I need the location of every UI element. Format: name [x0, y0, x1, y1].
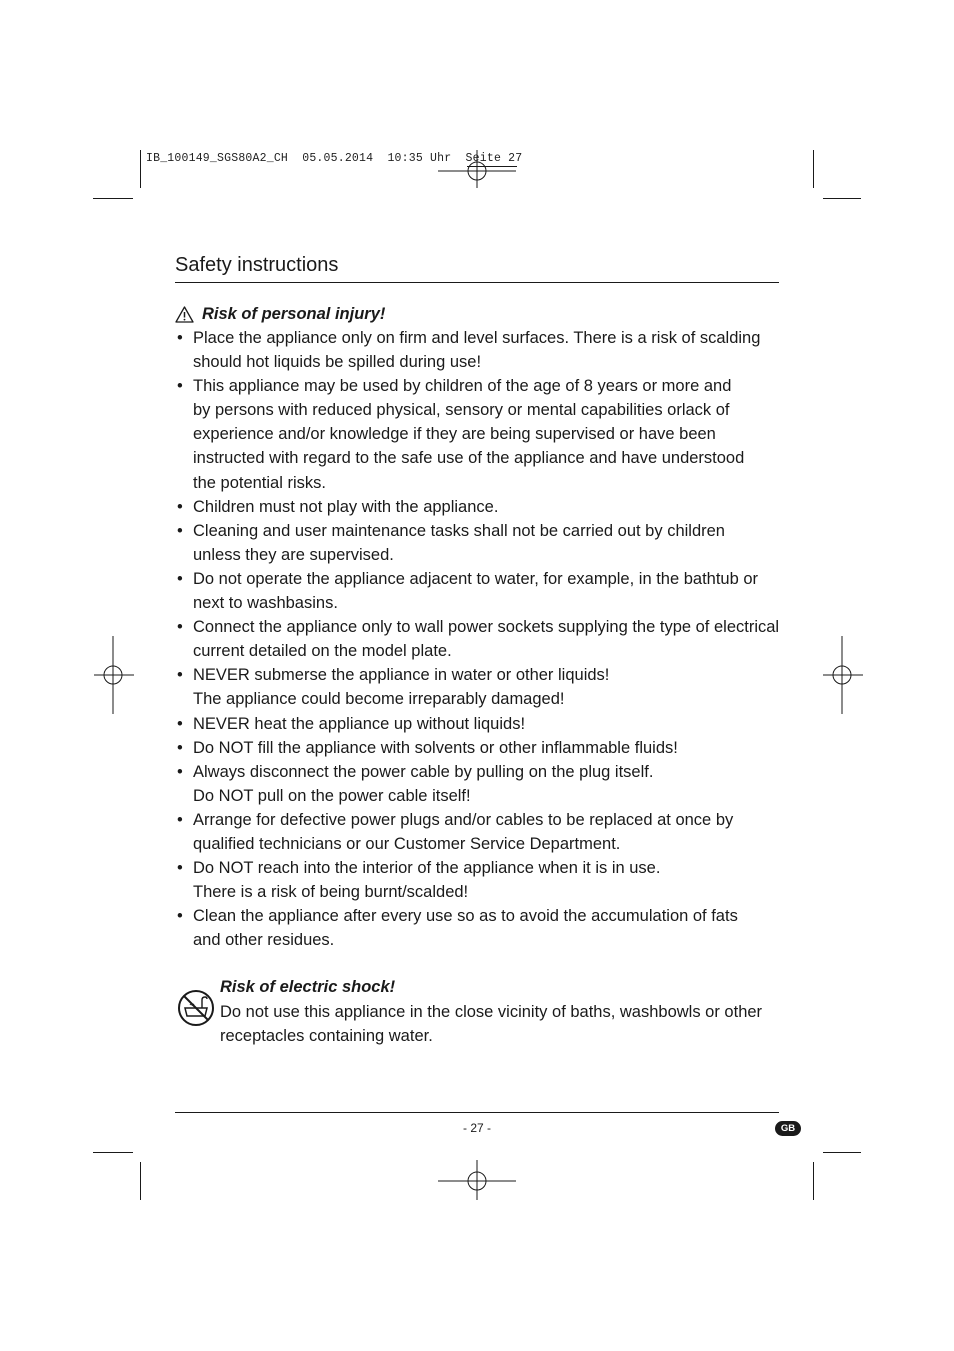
safety-bullet-line: • This appliance may be used by children of the age of 8 years or more and	[193, 377, 732, 396]
safety-bullet-item	[175, 519, 785, 567]
personal-injury-heading	[175, 302, 785, 326]
registration-mark-left	[92, 636, 136, 714]
registration-mark-bottom	[438, 1160, 518, 1202]
safety-bullet-line: • Do NOT fill the appliance with solvents or other inflammable fluids!	[193, 738, 678, 757]
safety-bullet-line: next to washbasins.	[193, 594, 338, 613]
safety-bullet-item	[175, 374, 785, 494]
safety-bullet-line: qualified technicians or our Customer Service Department.	[193, 834, 621, 853]
crop-mark	[93, 1152, 133, 1153]
safety-bullet-line: • Place the appliance only on firm and level surfaces. There is a risk of scalding	[193, 329, 761, 347]
safety-bullet-line: instructed with regard to the safe use of the appliance and have understood	[193, 449, 745, 468]
safety-bullet-line: current detailed on the model plate.	[193, 642, 452, 661]
safety-bullet-item	[175, 736, 785, 760]
safety-bullet-line: • Clean the appliance after every use so as to avoid the accumulation of fats	[193, 907, 738, 926]
safety-bullet-line: experience and/or knowledge if they are being supervised or have been	[193, 425, 716, 444]
page-title: Safety instructions	[175, 254, 339, 276]
safety-bullet-list	[175, 326, 785, 952]
personal-injury-section	[175, 302, 785, 952]
footer-divider	[175, 1112, 779, 1113]
title-divider	[175, 282, 779, 283]
safety-bullet-item	[175, 856, 785, 904]
crop-mark	[813, 150, 814, 188]
safety-bullet-line: the potential risks.	[193, 473, 326, 492]
warning-triangle-icon	[175, 306, 194, 323]
safety-bullet-line: • Do NOT reach into the interior of the appliance when it is in use.	[193, 859, 661, 878]
electric-shock-body-line: receptacles containing water.	[220, 1027, 433, 1045]
personal-injury-heading-text: Risk of personal injury!	[202, 304, 386, 323]
print-header-underline	[467, 166, 517, 167]
safety-bullet-line: by persons with reduced physical, sensory or mental capabilities orlack of	[193, 401, 730, 420]
safety-bullet-line: • Connect the appliance only to wall power sockets supplying the type of electrical	[193, 618, 780, 637]
safety-bullet-item	[175, 326, 785, 374]
safety-bullet-line: and other residues.	[193, 931, 335, 950]
safety-bullet-line: The appliance could become irreparably damaged!	[193, 690, 565, 709]
registration-mark-right	[821, 636, 865, 714]
electric-shock-heading: Risk of electric shock!	[220, 978, 396, 996]
safety-bullet-line: • Cleaning and user maintenance tasks shall not be carried out by children	[193, 521, 725, 540]
safety-bullet-item	[175, 663, 785, 711]
crop-mark	[813, 1162, 814, 1200]
page-number: - 27 -	[462, 1121, 491, 1135]
crop-mark	[93, 198, 133, 199]
safety-bullet-line: • Arrange for defective power plugs and/or cables to be replaced at once by	[193, 810, 734, 829]
safety-bullet-line: unless they are supervised.	[193, 545, 394, 564]
electric-shock-body	[220, 1000, 780, 1049]
safety-bullet-line: Do NOT pull on the power cable itself!	[193, 786, 471, 805]
safety-bullet-item	[175, 615, 785, 663]
safety-bullet-item	[175, 760, 785, 808]
safety-bullet-line: • Always disconnect the power cable by pulling on the plug itself.	[193, 762, 654, 781]
safety-bullet-line: should hot liquids be spilled during use!	[193, 353, 482, 372]
safety-bullet-item	[175, 904, 785, 952]
safety-bullet-item	[175, 567, 785, 615]
safety-bullet-line: • NEVER heat the appliance up without liquids!	[193, 714, 526, 733]
safety-bullet-item	[175, 712, 785, 736]
safety-bullet-line: • Children must not play with the appliance.	[193, 497, 499, 516]
crop-mark	[140, 1162, 141, 1200]
crop-mark	[140, 150, 141, 188]
safety-bullet-item	[175, 495, 785, 519]
safety-bullet-item	[175, 808, 785, 856]
electric-shock-body-line: Do not use this appliance in the close vicinity of baths, washbowls or other	[220, 1002, 763, 1021]
language-badge: GB	[775, 1121, 801, 1136]
crop-mark	[823, 198, 861, 199]
safety-bullet-line: • Do not operate the appliance adjacent to water, for example, in the bathtub or	[193, 569, 759, 588]
safety-bullet-line: There is a risk of being burnt/scalded!	[193, 883, 469, 902]
no-bathtub-icon	[177, 989, 215, 1027]
print-header: IB_100149_SGS80A2_CH 05.05.2014 10:35 Uhr Seite 27	[146, 152, 523, 165]
crop-mark	[823, 1152, 861, 1153]
safety-bullet-line: • NEVER submerse the appliance in water or other liquids!	[193, 666, 610, 685]
